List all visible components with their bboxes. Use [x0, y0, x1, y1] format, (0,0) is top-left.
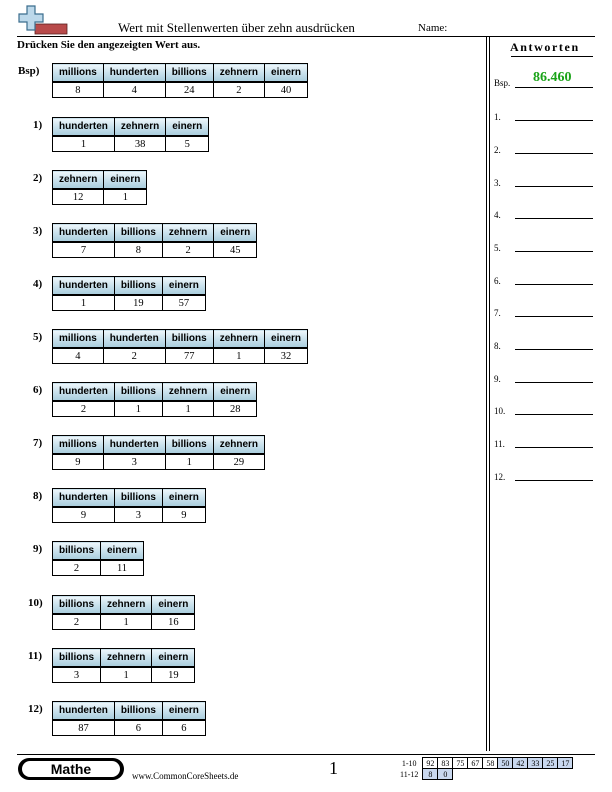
place-header: hunderten — [53, 702, 115, 721]
place-value: 2 — [162, 242, 213, 258]
place-value: 9 — [53, 507, 115, 523]
place-header: zehnern — [213, 436, 264, 455]
place-value-row — [53, 720, 206, 736]
score-row — [398, 758, 573, 769]
place-header: billions — [165, 330, 213, 349]
column-divider-right — [489, 37, 490, 751]
place-value: 1 — [101, 667, 152, 683]
answer-line[interactable] — [515, 120, 593, 121]
place-header: einern — [166, 118, 209, 137]
place-value-table — [52, 117, 209, 152]
answers-title: Antworten — [510, 40, 580, 54]
place-header: einern — [265, 64, 308, 83]
answer-line[interactable] — [515, 414, 593, 415]
place-header: hunderten — [53, 224, 115, 243]
place-value: 1 — [162, 401, 213, 417]
place-header: zehnern — [53, 171, 104, 190]
place-value: 1 — [53, 136, 115, 152]
place-value: 2 — [103, 348, 165, 364]
place-header: hunderten — [53, 489, 115, 508]
place-value: 9 — [162, 507, 205, 523]
answers-title-underline — [511, 56, 593, 57]
place-header: einern — [152, 649, 195, 668]
answer-label: 1. — [494, 112, 501, 122]
answer-example-value: 86.460 — [533, 70, 572, 85]
answer-example-label: Bsp. — [494, 78, 511, 88]
place-header-row — [53, 224, 257, 243]
answer-line[interactable] — [515, 284, 593, 285]
place-header-row — [53, 489, 206, 508]
place-value: 11 — [101, 560, 144, 576]
answer-label: 5. — [494, 243, 501, 253]
place-value: 5 — [166, 136, 209, 152]
place-value: 77 — [165, 348, 213, 364]
problem-label: 9) — [33, 543, 43, 555]
place-value: 32 — [265, 348, 308, 364]
place-value: 19 — [114, 295, 162, 311]
place-header: billions — [114, 224, 162, 243]
place-header-row — [53, 171, 147, 190]
place-value: 9 — [53, 454, 104, 470]
place-value: 1 — [165, 454, 213, 470]
score-cell: 67 — [468, 758, 483, 769]
place-value: 2 — [53, 560, 101, 576]
footer-divider — [17, 754, 595, 755]
place-value-row — [53, 454, 265, 470]
score-cell: 33 — [528, 758, 543, 769]
place-header: einern — [162, 277, 205, 296]
problem-label: Bsp) — [18, 65, 40, 77]
place-value: 4 — [103, 82, 165, 98]
place-value: 57 — [162, 295, 205, 311]
place-value: 38 — [114, 136, 165, 152]
problem-label: 3) — [33, 225, 43, 237]
place-value-table — [52, 435, 265, 470]
place-value-table — [52, 329, 308, 364]
place-header: billions — [165, 64, 213, 83]
site-url: www.CommonCoreSheets.de — [132, 771, 239, 781]
place-header-row — [53, 383, 257, 402]
problem-label: 5) — [33, 331, 43, 343]
brand-label: Mathe — [22, 761, 120, 777]
score-cell: 17 — [558, 758, 573, 769]
place-value-row — [53, 82, 308, 98]
place-value: 1 — [104, 189, 147, 205]
place-header: einern — [214, 383, 257, 402]
place-value: 1 — [53, 295, 115, 311]
place-value-table — [52, 595, 195, 630]
place-header-row — [53, 702, 206, 721]
score-row — [398, 769, 573, 780]
name-label: Name: — [418, 22, 448, 34]
place-value-table — [52, 488, 206, 523]
answer-line[interactable] — [515, 382, 593, 383]
place-value: 40 — [265, 82, 308, 98]
place-header: einern — [152, 596, 195, 615]
score-cell: 58 — [483, 758, 498, 769]
place-value-row — [53, 614, 195, 630]
answer-line[interactable] — [515, 480, 593, 481]
place-value: 45 — [214, 242, 257, 258]
answer-line[interactable] — [515, 218, 593, 219]
place-header: millions — [53, 436, 104, 455]
problem-label: 2) — [33, 172, 43, 184]
problem-label: 1) — [33, 119, 43, 131]
score-range-label: 11-12 — [400, 769, 419, 779]
answer-line[interactable] — [515, 186, 593, 187]
answer-label: 2. — [494, 145, 501, 155]
place-value: 2 — [53, 614, 101, 630]
score-cell: 0 — [438, 769, 453, 780]
place-header: billions — [53, 542, 101, 561]
place-header: hunderten — [103, 330, 165, 349]
place-value-table — [52, 648, 195, 683]
place-header: billions — [53, 649, 101, 668]
place-header: zehnern — [162, 383, 213, 402]
score-cell: 92 — [423, 758, 438, 769]
place-value: 87 — [53, 720, 115, 736]
answer-example-line — [515, 87, 593, 88]
place-header: hunderten — [103, 436, 165, 455]
score-cell: 8 — [423, 769, 438, 780]
place-value: 2 — [213, 82, 264, 98]
place-value: 3 — [103, 454, 165, 470]
answer-line[interactable] — [515, 153, 593, 154]
place-value-table — [52, 170, 147, 205]
problem-label: 7) — [33, 437, 43, 449]
place-value: 8 — [114, 242, 162, 258]
place-header-row — [53, 277, 206, 296]
place-header: einern — [265, 330, 308, 349]
problem-label: 6) — [33, 384, 43, 396]
place-header: hunderten — [53, 277, 115, 296]
place-header: einern — [162, 489, 205, 508]
place-header: billions — [53, 596, 101, 615]
place-header: hunderten — [53, 118, 115, 137]
score-table — [398, 757, 573, 780]
answer-label: 4. — [494, 210, 501, 220]
place-header: zehnern — [213, 64, 264, 83]
place-header: einern — [104, 171, 147, 190]
problem-label: 10) — [28, 597, 43, 609]
place-value: 3 — [114, 507, 162, 523]
answer-line[interactable] — [515, 447, 593, 448]
place-value-table — [52, 223, 257, 258]
place-value: 7 — [53, 242, 115, 258]
place-header-row — [53, 649, 195, 668]
worksheet-title: Wert mit Stellenwerten über zehn ausdrücken — [118, 20, 355, 35]
header-divider — [17, 36, 595, 37]
place-header: zehnern — [101, 649, 152, 668]
place-value-row — [53, 507, 206, 523]
place-value-row — [53, 136, 209, 152]
place-header: einern — [162, 702, 205, 721]
plus-logo-icon — [17, 4, 69, 36]
place-value: 1 — [114, 401, 162, 417]
place-header: billions — [114, 277, 162, 296]
place-value-row — [53, 560, 144, 576]
place-header: hunderten — [53, 383, 115, 402]
answer-label: 6. — [494, 276, 501, 286]
place-value-row — [53, 242, 257, 258]
place-header: billions — [165, 436, 213, 455]
place-value-table — [52, 382, 257, 417]
place-header-row — [53, 542, 144, 561]
answer-label: 8. — [494, 341, 501, 351]
place-header-row — [53, 436, 265, 455]
place-value: 8 — [53, 82, 104, 98]
answer-line[interactable] — [515, 251, 593, 252]
place-header-row — [53, 330, 308, 349]
place-header: billions — [114, 702, 162, 721]
place-header: billions — [114, 489, 162, 508]
place-header: zehnern — [162, 224, 213, 243]
place-value: 1 — [213, 348, 264, 364]
problem-label: 4) — [33, 278, 43, 290]
place-value-table — [52, 701, 206, 736]
place-value: 2 — [53, 401, 115, 417]
place-value: 4 — [53, 348, 104, 364]
score-cell: 50 — [498, 758, 513, 769]
place-header-row — [53, 64, 308, 83]
place-header: zehnern — [114, 118, 165, 137]
place-value-table — [52, 541, 144, 576]
place-value-table — [52, 63, 308, 98]
place-header: millions — [53, 64, 104, 83]
place-value: 3 — [53, 667, 101, 683]
answer-label: 10. — [494, 406, 506, 416]
answer-label: 3. — [494, 178, 501, 188]
place-header: zehnern — [213, 330, 264, 349]
place-value-table — [52, 276, 206, 311]
place-header: millions — [53, 330, 104, 349]
score-cell: 83 — [438, 758, 453, 769]
place-header: zehnern — [101, 596, 152, 615]
place-header: einern — [101, 542, 144, 561]
column-divider-left — [486, 37, 487, 751]
problem-label: 11) — [28, 650, 43, 662]
answer-label: 11. — [494, 439, 505, 449]
place-header-row — [53, 118, 209, 137]
score-cell: 42 — [513, 758, 528, 769]
place-value-row — [53, 295, 206, 311]
place-value: 12 — [53, 189, 104, 205]
place-header: einern — [214, 224, 257, 243]
page-number: 1 — [329, 758, 338, 778]
problem-label: 12) — [28, 703, 43, 715]
place-value: 19 — [152, 667, 195, 683]
place-value-row — [53, 667, 195, 683]
place-header: hunderten — [103, 64, 165, 83]
problem-label: 8) — [33, 490, 43, 502]
answer-label: 7. — [494, 308, 501, 318]
instruction-text: Drücken Sie den angezeigten Wert aus. — [17, 39, 201, 51]
place-value-row — [53, 348, 308, 364]
place-value: 24 — [165, 82, 213, 98]
place-value-row — [53, 189, 147, 205]
place-value-row — [53, 401, 257, 417]
place-value: 1 — [101, 614, 152, 630]
place-value: 29 — [213, 454, 264, 470]
score-cell: 25 — [543, 758, 558, 769]
answer-line[interactable] — [515, 349, 593, 350]
place-value: 16 — [152, 614, 195, 630]
place-value: 6 — [162, 720, 205, 736]
place-header: billions — [114, 383, 162, 402]
answer-line[interactable] — [515, 316, 593, 317]
place-header-row — [53, 596, 195, 615]
place-value: 6 — [114, 720, 162, 736]
answer-label: 12. — [494, 472, 506, 482]
place-value: 28 — [214, 401, 257, 417]
answer-label: 9. — [494, 374, 501, 384]
score-range-label: 1-10 — [401, 758, 417, 768]
score-cell: 75 — [453, 758, 468, 769]
